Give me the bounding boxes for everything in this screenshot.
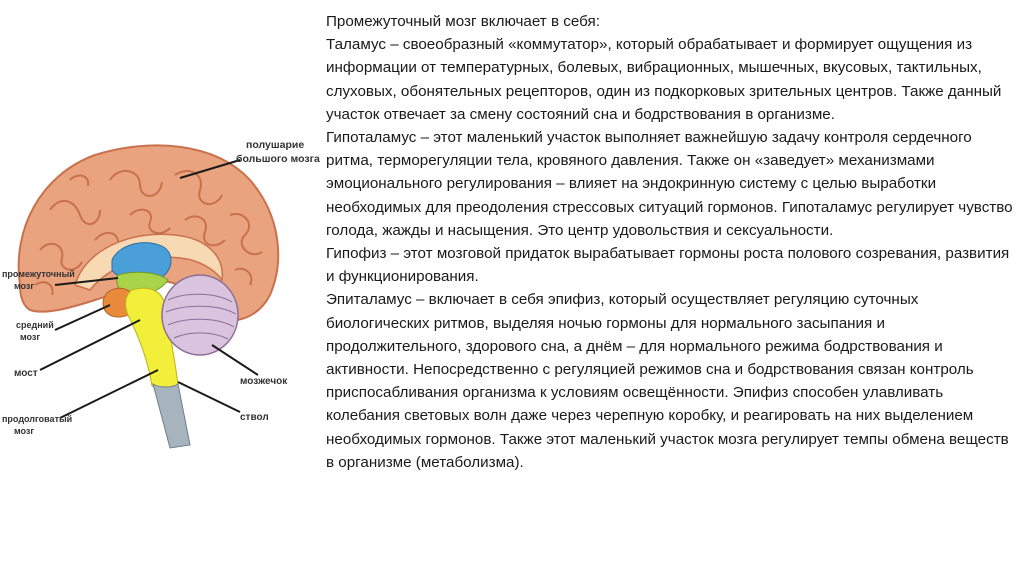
cerebellum	[162, 275, 238, 355]
thalamus-paragraph: Таламус – своеобразный «коммутатор», который обрабатывает и формирует ощущения из информации от температурных, болевых, вибрационных, мышечных, вкусовых, тактильных, слуховых, обонятельных рецепторов, один из подкорковых зрительных центров. Также данный участок отвечает за смену состояний сна и бодрствования в организме.	[326, 36, 1002, 123]
hypothalamus-paragraph: Гипоталамус – этот маленький участок выполняет важнейшую задачу контроля сердечного ритма, терморегуляции тела, кровяного давления. Также он «заведует» механизмами эмоционального регулирования – влияет на эндокринную систему с целью выработки необходимых для преодоления стрессовых ситуаций гормонов. Гипоталамус регулирует чувство голода, жажды и насыщения. Это центр удовольствия и сексуальности.	[326, 129, 1013, 239]
label-medulla-2: мозг	[14, 426, 35, 436]
description-text	[326, 10, 1016, 474]
label-diencephalon-2: мозг	[14, 281, 35, 291]
label-cerebellum: мозжечок	[240, 376, 288, 387]
label-stem: ствол	[240, 412, 269, 423]
pituitary-paragraph: Гипофиз – этот мозговой придаток вырабатывает гормоны роста полового созревания, развития и функционирования.	[326, 245, 1010, 286]
label-midbrain-1: средний	[16, 320, 54, 330]
label-pons: мост	[14, 368, 38, 379]
spinal-cord	[153, 384, 190, 448]
brain-illustration	[0, 120, 330, 450]
label-hemisphere-2: большого мозга	[236, 153, 320, 165]
brain-diagram	[0, 120, 330, 450]
intro-paragraph: Промежуточный мозг включает в себя:	[326, 13, 600, 30]
epithalamus-paragraph: Эпиталамус – включает в себя эпифиз, который осуществляет регуляцию суточных биологических ритмов, выделяя ночью гормоны для нормального засыпания и продолжительного, здорового сна, а днём – для нормального режима бодрствования и активности. Непосредственно с регуляцией режимов сна и бодрствования связан контроль приспосабливания организма к условиям освещённости. Эпифиз способен улавливать колебания световых волн даже через черепную коробку, и реагировать на них выделением необходимых гормонов. Также этот маленький участок мозга регулирует темпы обмена веществ в организме (метаболизма).	[326, 291, 1009, 471]
label-midbrain-2: мозг	[20, 332, 41, 342]
label-diencephalon-1: промежуточный	[2, 269, 75, 279]
label-hemisphere-1: полушарие	[246, 139, 305, 151]
label-medulla-1: продолговатый	[2, 414, 73, 424]
